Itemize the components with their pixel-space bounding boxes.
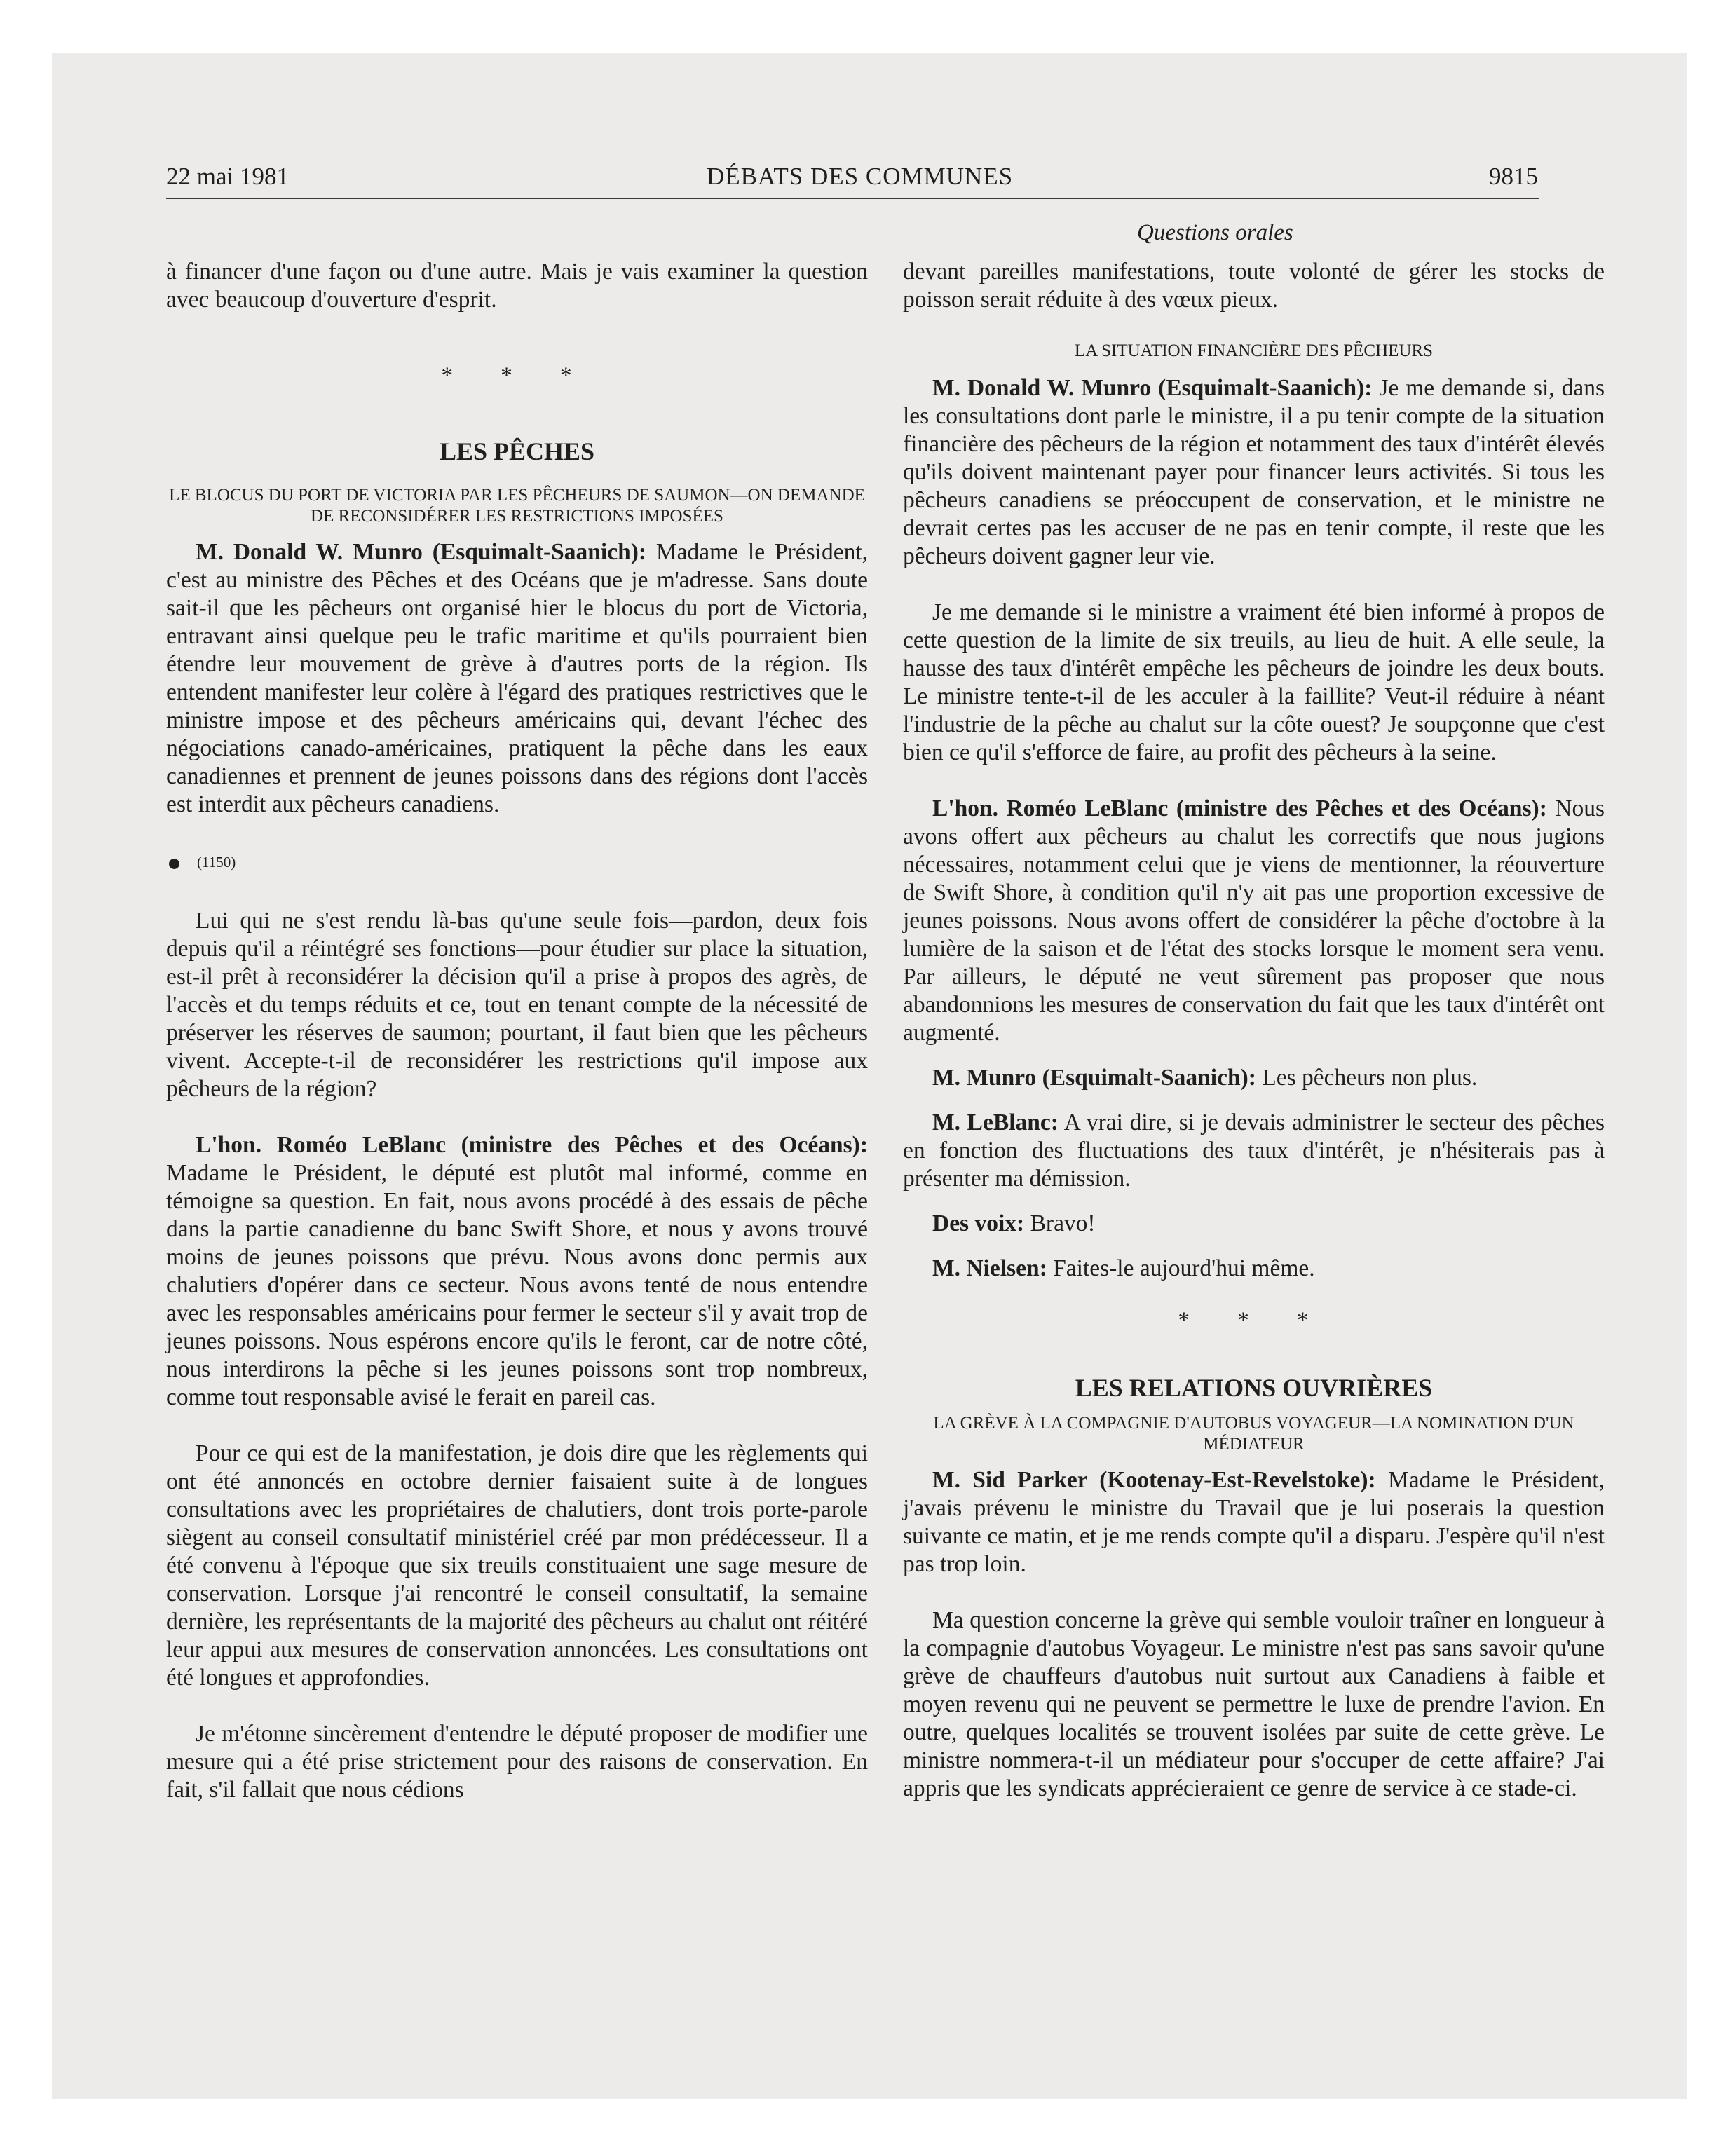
time-marker	[166, 848, 868, 876]
section-separator: * * *	[441, 363, 593, 388]
speech-text: Nous avons offert aux pêcheurs au chalut les correctifs que nous jugions nécessaires, notamment celui que je viens de mentionner, la réouverture de Swift Shore, à condition qu'il n'y ait pas une proportion excessive de jeunes poissons. Nous avons offert de considérer la pêche d'octobre à la lumière de la saison et de l'état des stocks lorsque le moment sera venu. Par ailleurs, le député ne veut sûrement pas proposer que nous abandonnions les mesures de conservation du fait que les taux d'intérêt ont augmenté.	[903, 796, 1605, 1046]
section-title: LES PÊCHES	[439, 437, 595, 465]
paragraph: Pour ce qui est de la manifestation, je dois dire que les règlements qui ont été annoncés en octobre dernier faisaient suite à de longues consultations avec les propriétaires de chalutiers, dont trois porte-parole siègent au conseil consultatif ministériel créé par mon prédécesseur. Il a été convenu à l'époque que six treuils constituaient une sage mesure de conservation. Lorsque j'ai rencontré le conseil consultatif, la semaine dernière, les représentants de la majorité des pêcheurs au chalut ont réitéré leur appui aux mesures de conservation annoncées. Les consultations ont été longues et approfondies.	[166, 1440, 868, 1691]
speech-text: Les pêcheurs non plus.	[1262, 1065, 1478, 1091]
bullet-icon	[169, 859, 179, 869]
paragraph: Lui qui ne s'est rendu là-bas qu'une seule fois—pardon, deux fois depuis qu'il a réintégré ses fonctions—pour étudier sur place la situation, est-il prêt à reconsidérer la décision qu'il a prise à propos des agrès, de l'accès et du temps réduits et ce, tout en tenant compte de la nécessité de préserver les réserves de saumon; pourtant, il faut bien que les pêcheurs vivent. Accepte-t-il de reconsidérer les restrictions qu'il impose aux pêcheurs de la région?	[166, 908, 868, 1102]
speaker-name: M. Sid Parker (Kootenay-Est-Revelstoke):	[932, 1467, 1376, 1493]
speech-text: Faites-le aujourd'hui même.	[1053, 1255, 1315, 1281]
time-marker-text: (1150)	[197, 854, 236, 871]
speaker-name: M. Donald W. Munro (Esquimalt-Saanich):	[196, 539, 647, 565]
speaker-name: M. Donald W. Munro (Esquimalt-Saanich):	[932, 375, 1373, 401]
speaker-name: Des voix:	[932, 1210, 1025, 1236]
speech	[903, 1109, 1605, 1193]
speech	[166, 1131, 868, 1412]
speech	[903, 374, 1605, 571]
left-column	[166, 258, 868, 1804]
section-subtitle: LE BLOCUS DU PORT DE VICTORIA PAR LES PÊCHEURS DE SAUMON—ON DEMANDE DE RECONSIDÉRER LES RESTRICTIONS IMPOSÉES	[169, 486, 865, 526]
page-number: 9815	[1489, 163, 1538, 190]
right-column	[903, 258, 1605, 1803]
speaker-name: M. LeBlanc:	[932, 1110, 1059, 1135]
section-separator: * * *	[1178, 1308, 1330, 1333]
speech	[166, 538, 868, 819]
paragraph: Je m'étonne sincèrement d'entendre le député proposer de modifier une mesure qui a été prise strictement pour des raisons de conservation. En fait, s'il fallait que nous cédions	[166, 1721, 868, 1803]
speech-text: Madame le Président, c'est au ministre des Pêches et des Océans que je m'adresse. Sans doute sait-il que les pêcheurs ont organisé hier le blocus du port de Victoria, entravant ainsi quelque peu le trafic maritime et qu'ils pourraient bien étendre leur mouvement de grève à d'autres ports de la région. Ils entendent manifester leur colère à l'égard des pratiques restrictives que le ministre impose et des pêcheurs américains qui, devant l'échec des négociations canado-américaines, pratiquent la pêche dans les eaux canadiennes et prennent de jeunes poissons dans des régions dont l'accès est interdit aux pêcheurs canadiens.	[166, 539, 869, 817]
speech	[903, 795, 1605, 1047]
speech-text: Je me demande si, dans les consultations dont parle le ministre, il a pu tenir compte de la situation financière des pêcheurs de la région et notamment des taux d'intérêt élevés qu'ils doivent maintenant payer pour financer leurs activités. Si tous les pêcheurs canadiens se préoccupent de conservation, et le ministre ne devrait certes pas les accuser de ne pas en tenir compte, il reste que les pêcheurs doivent gagner leur vie.	[903, 375, 1605, 569]
speech-text: Madame le Président, le député est plutôt mal informé, comme en témoigne sa question. En fait, nous avons procédé à des essais de pêche dans la partie canadienne du banc Swift Shore, et nous y avons trouvé moins de jeunes poissons que prévu. Nous avons donc permis aux chalutiers d'opérer dans ce secteur. Nous avons tenté de nous entendre avec les responsables américains pour fermer le secteur s'il y avait trop de jeunes poissons. Nous espérons encore qu'ils le feront, car de notre côté, nous interdirons la pêche si les jeunes poissons sont trop nombreux, comme tout responsable avisé le ferait en pareil cas.	[166, 1160, 868, 1410]
header-date: 22 mai 1981	[166, 163, 289, 190]
speech	[903, 1466, 1605, 1578]
speaker-name: L'hon. Roméo LeBlanc (ministre des Pêches et des Océans):	[932, 796, 1547, 821]
speaker-name: L'hon. Roméo LeBlanc (ministre des Pêches et des Océans):	[196, 1132, 868, 1158]
paragraph: Je me demande si le ministre a vraiment été bien informé à propos de cette question de la limite de six treuils, au lieu de huit. A elle seule, la hausse des taux d'intérêt empêche les pêcheurs de joindre les deux bouts. Le ministre tente-t-il de les acculer à la faillite? Veut-il réduire à néant l'industrie de la pêche au chalut sur la côte ouest? Je soupçonne que c'est bien ce qu'il s'efforce de faire, au profit des pêcheurs à la seine.	[903, 599, 1605, 765]
speaker-name: M. Nielsen:	[932, 1255, 1047, 1281]
paragraph-continuation: à financer d'une façon ou d'une autre. Mais je vais examiner la question avec beaucoup d'ouverture d'esprit.	[166, 259, 868, 313]
speech-text: A vrai dire, si je devais administrer le secteur des pêches en fonction des fluctuations des taux d'intérêt, je n'hésiterais pas à présenter ma démission.	[903, 1110, 1605, 1192]
speech-text: Bravo!	[1030, 1210, 1096, 1236]
speech	[903, 1255, 1605, 1283]
paragraph-continuation: devant pareilles manifestations, toute volonté de gérer les stocks de poisson serait réduite à des vœux pieux.	[903, 259, 1605, 313]
speaker-name: M. Munro (Esquimalt-Saanich):	[932, 1065, 1256, 1091]
section-title: LES RELATIONS OUVRIÈRES	[1075, 1374, 1433, 1402]
speech	[903, 1064, 1605, 1092]
section-subtitle: LA SITUATION FINANCIÈRE DES PÊCHEURS	[1074, 341, 1434, 360]
speech-text: Madame le Président, j'avais prévenu le ministre du Travail que je lui poserais la question suivante ce matin, et je me rends compte qu'il a disparu. J'espère qu'il n'est pas trop loin.	[903, 1467, 1605, 1577]
paragraph: Ma question concerne la grève qui semble vouloir traîner en longueur à la compagnie d'autobus Voyageur. Le ministre n'est pas sans savoir qu'une grève de chauffeurs d'autobus nuit surtout aux Canadiens à faible et moyen revenu qui ne peuvent se permettre le luxe de prendre l'avion. En outre, quelques localités se trouvent isolées par suite de cette grève. Le ministre nommera-t-il un médiateur pour s'occuper de cette affaire? J'ai appris que les syndicats apprécieraient ce genre de service à ce stade-ci.	[903, 1607, 1605, 1801]
section-subtitle: LA GRÈVE À LA COMPAGNIE D'AUTOBUS VOYAGEUR—LA NOMINATION D'UN MÉDIATEUR	[933, 1414, 1574, 1454]
speech	[903, 1210, 1605, 1238]
header-rule	[166, 198, 1539, 199]
running-head: Questions orales	[1137, 220, 1293, 245]
header-title: DÉBATS DES COMMUNES	[707, 163, 1014, 190]
